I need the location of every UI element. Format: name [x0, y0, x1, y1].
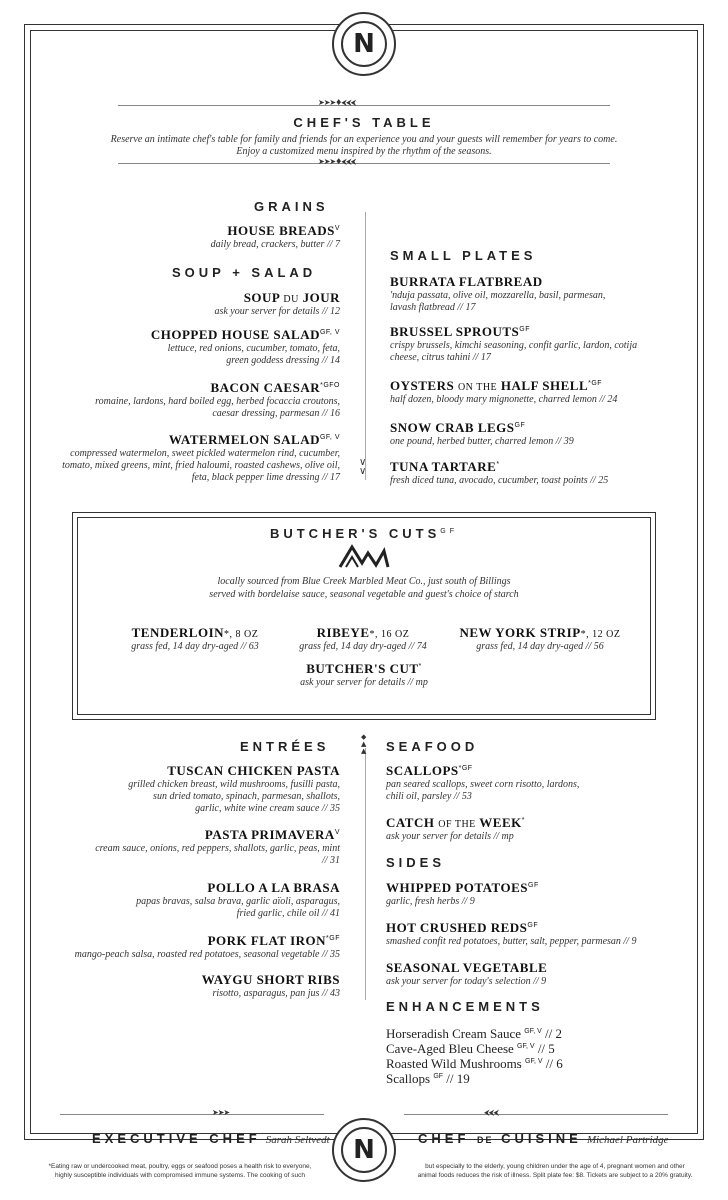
menu-item [60, 290, 340, 318]
column-divider-top [365, 212, 366, 480]
header-rule-bottom [118, 163, 610, 164]
disclaimer-line: animal foods reduces the risk of illness. Split plate fee: $8. Tickets are subject to a 20% gratuity. [417, 1172, 693, 1179]
cut-item [268, 625, 458, 653]
logo-letter: N [353, 1135, 375, 1165]
menu-item [390, 274, 690, 314]
header-rule-top [118, 105, 610, 106]
chefs-table-title: CHEF'S TABLE [293, 115, 435, 130]
cut-item [264, 661, 464, 689]
menu-item [60, 763, 340, 815]
item-desc: ask your server for details // 12 [214, 306, 340, 317]
item-desc: grilled chicken breast, wild mushrooms, fusilli pasta, [128, 779, 340, 790]
entrees-heading: ENTRÉES [240, 739, 330, 754]
enhancement-list [386, 1025, 686, 1085]
item-desc: chili oil, parsley // 53 [386, 791, 472, 802]
item-desc: caesar dressing, parmesan // 16 [212, 408, 340, 419]
item-desc: green goddess dressing // 14 [226, 355, 340, 366]
item-desc: garlic, fresh herbs // 9 [386, 896, 475, 907]
bottom-logo [332, 1118, 396, 1182]
item-desc: papas bravas, salsa brava, garlic aïoli, asparagus, [136, 896, 340, 907]
item-name: SEASONAL VEGETABLE [386, 960, 548, 975]
item-name: SNOW CRAB $LEGS^{GF}$ [390, 420, 526, 435]
menu-item [40, 827, 340, 867]
item-desc: 'nduja passata, olive oil, mozzarella, basil, parmesan, [390, 290, 606, 301]
item-name: BRUSSEL $SPROUTS^{GF}$ [390, 324, 530, 339]
cut-name: RIBEYE*, 16 OZ [316, 625, 410, 640]
menu-item [390, 459, 690, 487]
menu-item [40, 380, 340, 420]
exec-chef-label: EXECUTIVE CHEF [92, 1131, 261, 1146]
item-desc: garlic, white wine cream sauce // 35 [195, 803, 340, 814]
disclaimer-line: highly susceptible individuals with compromised immune systems. The cooking of such [55, 1172, 305, 1179]
item-desc: // 31 [321, 855, 340, 866]
item-name: CATCH OF THE WEEK* [386, 815, 525, 830]
cut-item [100, 625, 290, 653]
executive-chef [92, 1128, 330, 1147]
top-logo [332, 12, 396, 76]
item-name: OYSTERS ON THE HALF $SHELL^{*GF}$ [390, 378, 603, 393]
menu-item [40, 933, 340, 961]
disclaimer-left [20, 1162, 340, 1180]
butchers-line2: served with bordelaise sauce, seasonal vegetable and guest's choice of starch [209, 589, 519, 600]
cut-desc: grass fed, 14 day dry-aged // 63 [131, 641, 259, 652]
item-desc: smashed confit red potatoes, butter, salt, pepper, parmesan // 9 [386, 936, 637, 947]
item-name: HOT CRUSHED $REDS^{GF}$ [386, 920, 539, 935]
item-name: BACON $CAESAR^{*GFO}$ [210, 380, 340, 395]
arrow-divider-icon: ➤➤➤♦⮜⮜⮜ [318, 98, 356, 107]
mountain-logo-icon [338, 543, 390, 569]
cut-name: TENDERLOIN*, 8 OZ [131, 625, 259, 640]
cut-desc: grass fed, 14 day dry-aged // 74 [299, 641, 427, 652]
seafood-heading: SEAFOOD [386, 739, 479, 754]
cut-item [440, 625, 640, 653]
column-divider-bottom [365, 748, 366, 1000]
item-name: HOUSE $BREADS^V$ [227, 223, 340, 238]
arrow-divider-icon: ➤➤➤♦⮜⮜⮜ [318, 157, 356, 166]
item-desc: fresh diced tuna, avocado, cucumber, toast points // 25 [390, 475, 609, 486]
cut-name: NEW YORK STRIP*, 12 OZ [459, 625, 621, 640]
menu-item [60, 972, 340, 1000]
grains-heading: GRAINS [254, 199, 329, 214]
butchers-line1: locally sourced from Blue Creek Marbled Meat Co., just south of Billings [217, 576, 511, 587]
arrow-divider-icon: ⮜⮜⮜ [484, 1108, 499, 1117]
arrow-divider-icon: ➤➤➤ [212, 1108, 230, 1117]
cut-name: BUTCHER'S CUT* [306, 661, 422, 676]
menu-item [390, 324, 690, 364]
menu-item [386, 880, 686, 908]
chefs-table-line2: Enjoy a customized menu inspired by the rhythm of the seasons. [236, 146, 492, 157]
enhancements-heading: ENHANCEMENTS [386, 999, 544, 1014]
menu-item [40, 432, 340, 484]
menu-item [386, 763, 686, 803]
item-name: WAYGU SHORT RIBS [201, 972, 340, 987]
item-desc: sun dried tomato, spinach, parmesan, shallots, [153, 791, 340, 802]
item-desc: fried garlic, chile oil // 41 [236, 908, 340, 919]
footer-rule-right [404, 1114, 668, 1115]
disclaimer-line: *Eating raw or undercooked meat, poultry, eggs or seafood poses a health risk to everyone, [48, 1163, 312, 1170]
menu-item [386, 815, 686, 843]
logo-letter: N [353, 29, 375, 59]
item-name: PASTA $PRIMAVERA^V$ [204, 827, 340, 842]
item-name: CHOPPED HOUSE $SALAD^{GF, V}$ [150, 327, 340, 342]
item-desc: pan seared scallops, sweet corn risotto, lardons, [386, 779, 580, 790]
exec-chef-name: Sarah Seltvedt [265, 1134, 330, 1146]
logo-emblem [341, 1127, 387, 1173]
disclaimer-line: but especially to the elderly, young children under the age of 4, pregnant women and other [425, 1163, 685, 1170]
item-name: BURRATA FLATBREAD [390, 274, 543, 289]
item-name: SOUP DU JOUR [243, 290, 340, 305]
item-desc: ask your server for today's selection // 9 [386, 976, 547, 987]
item-desc: one pound, herbed butter, charred lemon // 39 [390, 436, 574, 447]
cut-desc: ask your server for details // mp [300, 677, 428, 688]
item-desc: cream sauce, onions, red peppers, shallots, garlic, peas, mint [95, 843, 340, 854]
item-desc: half dozen, bloody mary mignonette, charred lemon // 24 [390, 394, 618, 405]
menu-item [60, 880, 340, 920]
cut-desc: grass fed, 14 day dry-aged // 56 [476, 641, 604, 652]
menu-item [386, 960, 686, 988]
chef-de-cuisine-label: CHEF DE CUISINE [418, 1131, 582, 1146]
footer-rule-left [60, 1114, 324, 1115]
menu-item [60, 223, 340, 251]
item-desc: risotto, asparagus, pan jus // 43 [212, 988, 340, 999]
item-name: TUSCAN CHICKEN PASTA [167, 763, 340, 778]
item-desc: romaine, lardons, hard boiled egg, herbed focaccia croutons, [95, 396, 340, 407]
diamond-icon: ◆ ▲ ▲ [361, 733, 367, 755]
enhancement-item: Scallops $^{GF}$ // 19 [386, 1071, 470, 1086]
item-desc: ask your server for details // mp [386, 831, 514, 842]
enhancement-item: Horseradish Cream Sauce $^{GF, V}$ // 2 [386, 1026, 563, 1041]
soup-salad-heading: SOUP + SALAD [172, 265, 317, 280]
butchers-cuts-heading: BUTCHER'S $CUTS^{GF}$ [269, 526, 459, 541]
item-desc: crispy brussels, kimchi seasoning, confit garlic, lardon, cotija [390, 340, 638, 351]
small-plates-heading: SMALL PLATES [390, 248, 537, 263]
item-name: PORK FLAT $IRON^{*GF}$ [207, 933, 340, 948]
item-desc: lettuce, red onions, cucumber, tomato, feta, [167, 343, 340, 354]
enhancement-item: Roasted Wild Mushrooms $^{GF, V}$ // 6 [386, 1056, 563, 1071]
sides-heading: SIDES [386, 855, 446, 870]
disclaimer-right [392, 1162, 718, 1180]
item-desc: cheese, citrus tahini // 17 [390, 352, 491, 363]
item-name: POLLO A LA BRASA [207, 880, 340, 895]
chefs-table-line1: Reserve an intimate chef's table for family and friends for an experience you and your guests will remember for years to come. [110, 134, 618, 145]
item-desc: lavash flatbread // 17 [390, 302, 476, 313]
logo-emblem [341, 21, 387, 67]
chevron-down-icon: ∨ ∨ [359, 457, 367, 477]
item-name: TUNA TARTARE* [390, 459, 500, 474]
menu-item [390, 378, 690, 406]
chef-de-cuisine [418, 1128, 669, 1147]
menu-item [390, 420, 690, 448]
item-desc: feta, black pepper lime dressing // 17 [191, 472, 340, 483]
item-name: WATERMELON $SALAD^{GF, V}$ [168, 432, 340, 447]
item-desc: tomato, mixed greens, mint, fried haloumi, roasted cashews, olive oil, [62, 460, 340, 471]
menu-item [386, 920, 696, 948]
enhancement-item: Cave-Aged Bleu Cheese $^{GF, V}$ // 5 [386, 1041, 555, 1056]
menu-item [60, 327, 340, 367]
item-desc: mango-peach salsa, roasted red potatoes, seasonal vegetable // 35 [74, 949, 340, 960]
item-name: WHIPPED $POTATOES^{GF}$ [386, 880, 539, 895]
chef-de-cuisine-name: Michael Partridge [586, 1134, 669, 1146]
item-name: $SCALLOPS^{*GF}$ [386, 763, 473, 778]
item-desc: compressed watermelon, sweet pickled watermelon rind, cucumber, [70, 448, 340, 459]
item-desc: daily bread, crackers, butter // 7 [210, 239, 340, 250]
